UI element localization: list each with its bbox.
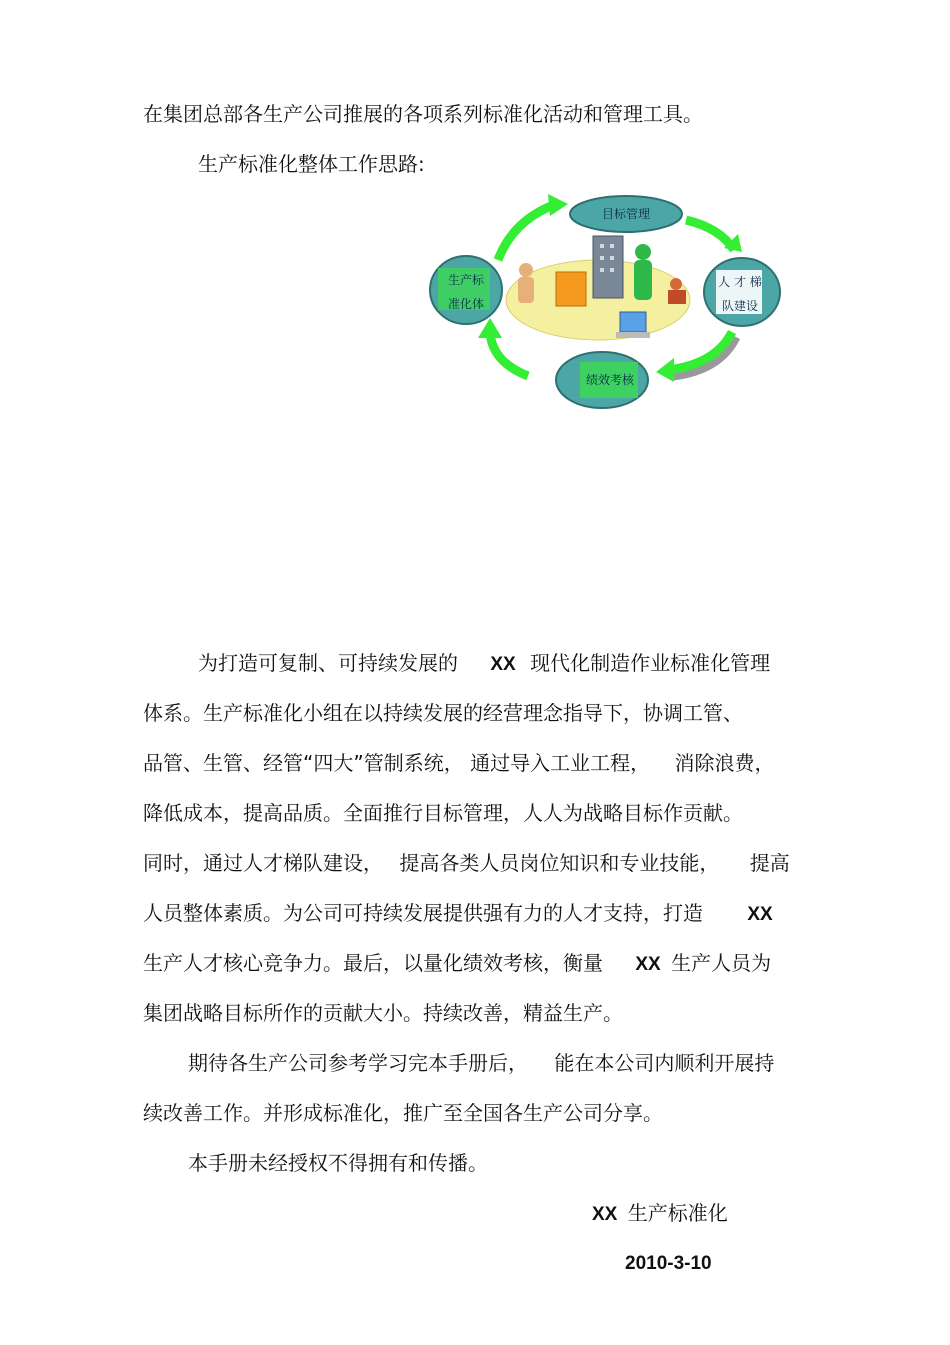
meeting-people-icon (670, 278, 682, 290)
arrow-right-to-bottom-green (668, 332, 732, 370)
node-label-standardization-2: 准化体 (447, 297, 484, 311)
workflow-cycle-diagram (428, 192, 788, 414)
p1-line-7: 生产人才核心竞争力。最后，以量化绩效考核，衡量 XX 生产人员为 (143, 951, 772, 975)
signature-date: 2010-3-10 (625, 1253, 712, 1274)
worker-icon (519, 263, 533, 277)
p1-line-3: 品管、生管、经管“四大”管制系统， 通过导入工业工程， 消除浪费， (143, 751, 775, 775)
person-figure-icon (635, 244, 651, 260)
arrow-bottom-to-left (490, 332, 528, 376)
signature-org: XX 生产标准化 (592, 1201, 728, 1225)
p3-line: 本手册未经授权不得拥有和传播。 (188, 1151, 488, 1175)
arrow-head-left-to-top (548, 194, 568, 216)
node-label-performance: 绩效考核 (585, 373, 634, 387)
p1-line-2: 体系。生产标准化小组在以持续发展的经营理念指导下，协调工管、 (143, 701, 743, 725)
node-label-standardization-1: 生产标 (447, 273, 484, 287)
p1-line-4: 降低成本，提高品质。全面推行目标管理，人人为战略目标作贡献。 (143, 801, 743, 825)
p1-line-6: 人员整体素质。为公司可持续发展提供强有力的人才支持，打造 XX (143, 901, 773, 925)
node-label-talent-2: 队建设 (721, 299, 758, 313)
computer-icon (620, 312, 646, 332)
building-icon (593, 236, 623, 298)
machine-icon (556, 272, 586, 306)
node-label-target-management: 目标管理 (601, 207, 650, 221)
arrow-left-to-top (498, 204, 556, 260)
section-heading: 生产标准化整体工作思路: (198, 152, 425, 176)
p1-line-5: 同时，通过人才梯队建设， 提高各类人员岗位知识和专业技能， 提高 (143, 851, 790, 875)
p1-line-1: 为打造可复制、可持续发展的 XX 现代化制造作业标准化管理 (198, 651, 771, 675)
node-label-talent-1: 人 才 梯 (718, 275, 762, 289)
intro-tail-line: 在集团总部各生产公司推展的各项系列标准化活动和管理工具。 (143, 102, 703, 126)
p1-line-8: 集团战略目标所作的贡献大小。持续改善，精益生产。 (143, 1001, 623, 1025)
arrow-head-right-to-bottom (656, 358, 674, 382)
p2-line-1: 期待各生产公司参考学习完本手册后， 能在本公司内顺利开展持 (188, 1051, 775, 1075)
p2-line-2: 续改善工作。并形成标准化，推广至全国各生产公司分享。 (143, 1101, 663, 1125)
